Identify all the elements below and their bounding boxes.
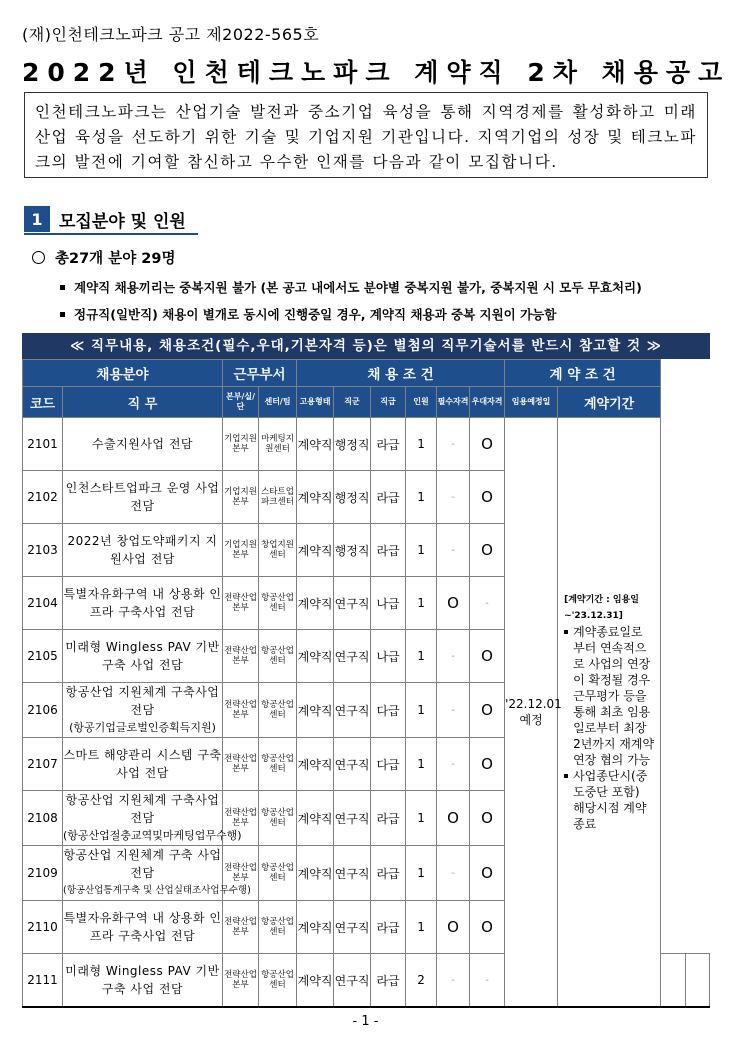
required-cert-cell: -	[437, 954, 470, 1008]
center-cell: 항공산업 센터	[259, 901, 297, 954]
job-group-cell: 연구직	[334, 901, 371, 954]
start-date-header: 임용예정일	[505, 387, 558, 418]
emp-type-cell: 계약직	[297, 901, 334, 954]
required-cert-cell: -	[437, 846, 470, 901]
center-cell: 항공산업 센터	[259, 791, 297, 846]
count-cell: 1	[406, 683, 437, 738]
table-row	[23, 418, 710, 471]
emp-type-cell: 계약직	[297, 683, 334, 738]
total-text: 총27개 분야 29명	[55, 251, 176, 267]
grade-cell: 다급	[371, 738, 406, 791]
code-cell: 2111	[23, 954, 63, 1008]
total-summary	[32, 247, 176, 268]
square-bullet-icon	[564, 774, 568, 778]
period-item	[564, 768, 654, 832]
division-cell: 전략산업 본부	[223, 738, 259, 791]
division-cell: 전략산업 본부	[223, 901, 259, 954]
center-cell: 항공산업 센터	[259, 683, 297, 738]
job-cell	[63, 524, 223, 577]
required-cert-cell: -	[437, 738, 470, 791]
table-banner: ≪ 직무내용, 채용조건(필수,우대,기본자격 등)은 별첨의 직무기술서를 반드시 참고할 것 ≫	[22, 333, 710, 359]
grade-cell: 라급	[371, 524, 406, 577]
required-cert-cell: -	[437, 524, 470, 577]
emp-type-cell: 계약직	[297, 954, 334, 1008]
code-cell: 2102	[23, 471, 63, 524]
code-cell: 2104	[23, 577, 63, 630]
preferred-cert-cell: O	[470, 683, 505, 738]
preferred-cert-cell: O	[470, 418, 505, 471]
center-cell: 항공산업 센터	[259, 954, 297, 1008]
start-date-cell: '22.12.01 예정	[505, 418, 558, 1008]
required-cert-header: 필수자격	[437, 387, 470, 418]
count-cell: 1	[406, 846, 437, 901]
count-cell: 1	[406, 524, 437, 577]
grade-header: 직급	[371, 387, 406, 418]
grade-cell: 라급	[371, 846, 406, 901]
emp-type-cell: 계약직	[297, 524, 334, 577]
count-cell: 1	[406, 738, 437, 791]
code-cell: 2109	[23, 846, 63, 901]
contract-group-header: 계 약 조 건	[505, 360, 661, 387]
center-cell: 마케팅지원센터	[259, 418, 297, 471]
job-group-cell: 행정직	[334, 471, 371, 524]
preferred-cert-cell: O	[470, 738, 505, 791]
job-group-cell: 연구직	[334, 738, 371, 791]
count-header: 인원	[406, 387, 437, 418]
job-group-cell: 행정직	[334, 418, 371, 471]
emp-type-cell: 계약직	[297, 738, 334, 791]
code-cell: 2108	[23, 791, 63, 846]
division-cell: 전략산업 본부	[223, 577, 259, 630]
note-item	[60, 305, 556, 323]
count-cell: 1	[406, 791, 437, 846]
division-cell: 기업지원 본부	[223, 418, 259, 471]
grade-cell: 라급	[371, 418, 406, 471]
page-title: 2022년 인천테크노파크 계약직 2차 채용공고	[22, 58, 731, 87]
square-bullet-icon	[60, 285, 65, 290]
emp-type-cell: 계약직	[297, 471, 334, 524]
job-title: 스마트 해양관리 시스템 구축사업 전담	[63, 748, 222, 780]
division-cell: 전략산업 본부	[223, 791, 259, 846]
required-cert-cell: O	[437, 577, 470, 630]
center-cell: 항공산업 센터	[259, 738, 297, 791]
division-cell: 전략산업 본부	[223, 683, 259, 738]
center-cell: 항공산업 센터	[259, 577, 297, 630]
period-item-text: 사업종단시(중도중단 포함) 해당시점 계약종료	[573, 769, 648, 831]
required-cert-cell: -	[437, 418, 470, 471]
conditions-group-header: 채 용 조 건	[297, 360, 505, 387]
division-cell: 기업지원 본부	[223, 524, 259, 577]
required-cert-cell: -	[437, 630, 470, 683]
job-cell	[63, 471, 223, 524]
count-cell: 1	[406, 901, 437, 954]
grade-cell: 다급	[371, 683, 406, 738]
grade-cell: 라급	[371, 791, 406, 846]
job-title: 특별자유화구역 내 상용화 인프라 구축사업 전담	[63, 911, 222, 943]
job-cell	[63, 577, 223, 630]
job-group-cell: 행정직	[334, 524, 371, 577]
job-group-header: 직군	[334, 387, 371, 418]
section-header	[24, 205, 198, 235]
required-cert-cell: -	[437, 471, 470, 524]
preferred-cert-cell: O	[470, 524, 505, 577]
preferred-cert-cell: O	[470, 901, 505, 954]
preferred-cert-cell: O	[470, 471, 505, 524]
note-item	[60, 278, 642, 296]
recruitment-table	[22, 359, 710, 1008]
job-title: 인천스타트업파크 운영 사업 전담	[65, 481, 220, 513]
job-title: 미래형 Wingless PAV 기반구축 사업 전담	[65, 964, 220, 996]
code-cell: 2103	[23, 524, 63, 577]
grade-cell: 나급	[371, 630, 406, 683]
emp-type-cell: 계약직	[297, 846, 334, 901]
job-title: 항공산업 지원체계 구축 사업 전담	[63, 848, 222, 880]
job-group-cell: 연구직	[334, 683, 371, 738]
grade-cell: 나급	[371, 577, 406, 630]
square-bullet-icon	[60, 312, 65, 317]
note-text: 정규직(일반직) 채용이 별개로 동시에 진행중일 경우, 계약직 채용과 중복 지원이 가능함	[74, 307, 557, 322]
job-title: 2022년 창업도약패키지 지원사업 전담	[67, 534, 218, 566]
notice-number: (재)인천테크노파크 공고 제2022-565호	[22, 25, 320, 44]
center-cell: 스타트업 파크센터	[259, 471, 297, 524]
center-cell: 항공산업 센터	[259, 846, 297, 901]
circle-bullet-icon	[32, 251, 45, 264]
page-number: - 1 -	[352, 1014, 379, 1029]
square-bullet-icon	[564, 630, 568, 634]
job-cell	[63, 683, 223, 738]
intro-box: 인천테크노파크는 산업기술 발전과 중소기업 육성을 통해 지역경제를 활성화하고 미래산업 육성을 선도하기 위한 기술 및 기업지원 기관입니다. 지역기업의 성장 및 테크노파크의 발전에 기여할 참신하고 우수한 인재를 다음과 같이 모집합니다.	[24, 92, 708, 178]
job-group-cell: 연구직	[334, 577, 371, 630]
division-cell: 기업지원 본부	[223, 471, 259, 524]
emp-type-cell: 계약직	[297, 791, 334, 846]
code-cell: 2105	[23, 630, 63, 683]
grade-cell: 라급	[371, 954, 406, 1008]
job-subtitle: (항공기업글로벌인증획득지원)	[69, 721, 216, 734]
center-cell: 항공산업 센터	[259, 630, 297, 683]
job-group-cell: 연구직	[334, 846, 371, 901]
emp-type-header: 고용형태	[297, 387, 334, 418]
job-group-cell: 연구직	[334, 791, 371, 846]
job-title: 특별자유화구역 내 상용화 인프라 구축사업 전담	[63, 587, 222, 619]
job-title: 미래형 Wingless PAV 기반구축 사업 전담	[65, 640, 220, 672]
count-cell: 2	[406, 954, 437, 1008]
period-empty-cell	[685, 954, 709, 1008]
job-title: 수출지원사업 전담	[91, 437, 194, 451]
preferred-cert-cell: -	[470, 577, 505, 630]
emp-type-cell: 계약직	[297, 577, 334, 630]
section-number: 1	[24, 206, 50, 232]
count-cell: 1	[406, 630, 437, 683]
required-cert-cell: O	[437, 901, 470, 954]
code-cell: 2107	[23, 738, 63, 791]
period-item	[564, 624, 654, 768]
grade-cell: 라급	[371, 901, 406, 954]
job-subtitle: (항공산업절충교역및마케팅업무수행)	[63, 829, 242, 842]
section-title: 모집분야 및 인원	[59, 211, 186, 232]
start-date-empty-cell	[661, 954, 685, 1008]
job-cell	[63, 954, 223, 1008]
job-cell	[63, 418, 223, 471]
period-cell	[558, 418, 661, 1008]
preferred-cert-cell: O	[470, 630, 505, 683]
emp-type-cell: 계약직	[297, 418, 334, 471]
required-cert-cell: -	[437, 683, 470, 738]
division-cell: 전략산업 본부	[223, 846, 259, 901]
code-cell: 2106	[23, 683, 63, 738]
preferred-cert-header: 우대자격	[470, 387, 505, 418]
period-title: [계약기간 : 임용일 ~'23.12.31]	[564, 595, 639, 621]
dept-group-header: 근무부서	[223, 360, 297, 387]
job-cell	[63, 630, 223, 683]
division-cell: 전략산업 본부	[223, 954, 259, 1008]
job-title: 항공산업 지원체계 구축사업 전담	[65, 793, 220, 825]
count-cell: 1	[406, 471, 437, 524]
center-cell: 창업지원 센터	[259, 524, 297, 577]
field-group-header: 채용분야	[23, 360, 223, 387]
job-group-cell: 연구직	[334, 954, 371, 1008]
preferred-cert-cell: O	[470, 846, 505, 901]
preferred-cert-cell: -	[470, 954, 505, 1008]
division-cell: 전략산업 본부	[223, 630, 259, 683]
code-cell: 2110	[23, 901, 63, 954]
code-cell: 2101	[23, 418, 63, 471]
preferred-cert-cell: O	[470, 791, 505, 846]
job-header: 직 무	[63, 387, 223, 418]
emp-type-cell: 계약직	[297, 630, 334, 683]
count-cell: 1	[406, 418, 437, 471]
job-cell	[63, 738, 223, 791]
required-cert-cell: O	[437, 791, 470, 846]
job-subtitle: (항공산업통계구축 및 산업실태조사업무수행)	[63, 885, 251, 896]
job-group-cell: 연구직	[334, 630, 371, 683]
period-item-text: 계약종료일로부터 연속적으로 사업의 연장이 확정될 경우 근무평가 등을 통해 최초 임용일로부터 최장 2년까지 재계약 연장 협의 가능	[573, 625, 655, 767]
period-header: 계약기간	[558, 387, 661, 418]
note-text: 계약직 채용끼리는 중복지원 불가 (본 공고 내에서도 분야별 중복지원 불가, 중복지원 시 모두 무효처리)	[74, 280, 642, 295]
grade-cell: 라급	[371, 471, 406, 524]
job-cell	[63, 901, 223, 954]
division-header: 본부/실/단	[223, 387, 259, 418]
count-cell: 1	[406, 577, 437, 630]
center-header: 센터/팀	[259, 387, 297, 418]
code-header: 코드	[23, 387, 63, 418]
job-title: 항공산업 지원체계 구축사업 전담	[65, 685, 220, 717]
